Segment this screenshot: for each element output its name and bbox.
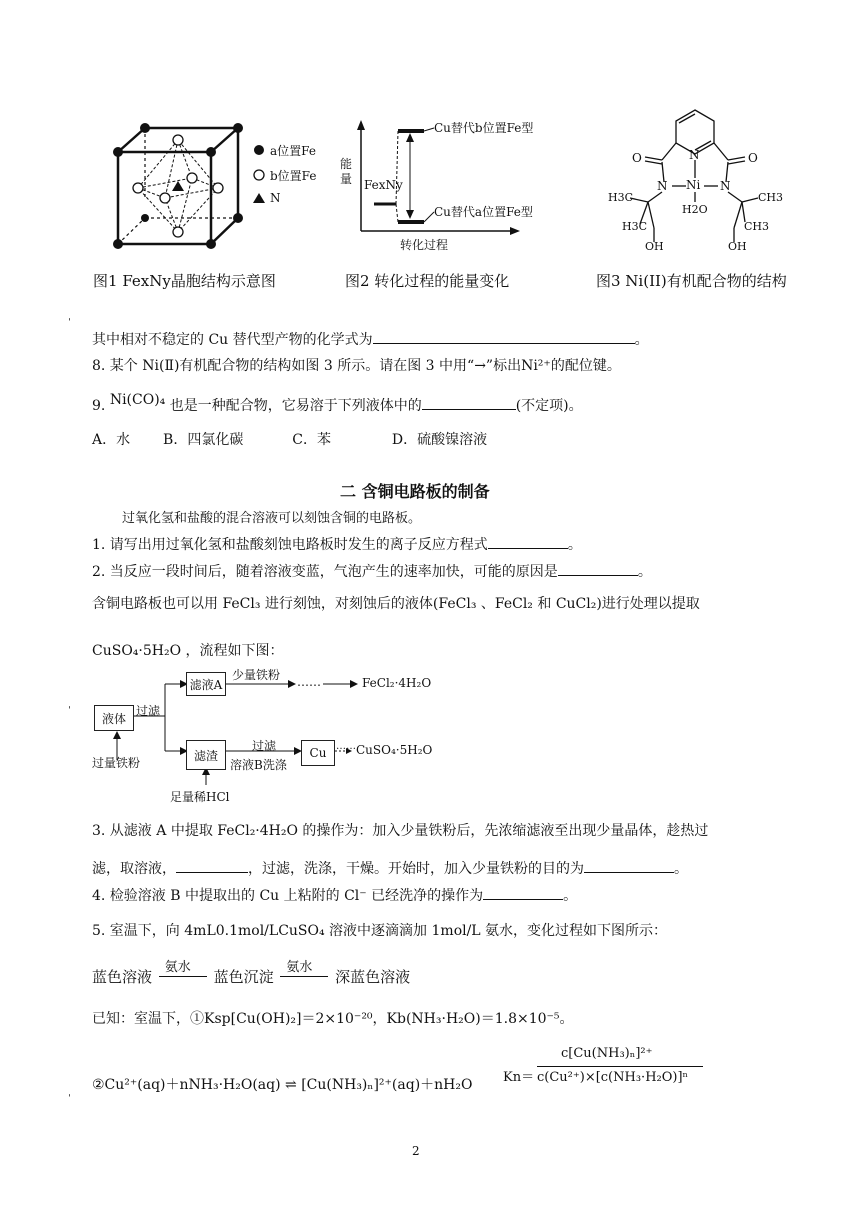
carbonyl-o-left: O bbox=[632, 151, 642, 165]
unstable-product-question: 其中相对不稳定的 Cu 替代型产物的化学式为 。 bbox=[92, 329, 649, 349]
excess-iron-label: 过量铁粉 bbox=[92, 756, 141, 770]
hydroxyl-left: OH bbox=[645, 240, 664, 253]
fecl2-product: FeCl₂·4H₂O bbox=[362, 676, 432, 690]
cuso4-product: CuSO₄·5H₂O bbox=[356, 743, 433, 757]
option-b[interactable]: B．四氯化碳 bbox=[163, 432, 244, 448]
filter-label: 过滤 bbox=[136, 704, 161, 718]
option-a[interactable]: A．水 bbox=[92, 432, 131, 448]
question-8: 8. 某个 Ni(Ⅱ)有机配合物的结构如图 3 所示。请在图 3 中用“→”标出Ni²⁺的配位键。 bbox=[92, 358, 621, 374]
little-iron-label: 少量铁粉 bbox=[232, 668, 281, 682]
filter-label-2: 过滤 bbox=[252, 739, 277, 753]
copper-box: Cu bbox=[301, 740, 335, 766]
methyl-left-top: H3C bbox=[608, 191, 634, 204]
margin-mark: ˈ bbox=[68, 706, 71, 717]
question-1: 1. 请写出用过氧化氢和盐酸刻蚀电路板时发生的离子反应方程式 。 bbox=[92, 534, 582, 554]
question-9: 9. Ni(CO)₄ 也是一种配合物，它易溶于下列液体中的 (不定项)。 bbox=[92, 392, 583, 414]
legend-b-label: b位置Fe bbox=[270, 169, 317, 183]
methyl-right-bottom: CH3 bbox=[744, 220, 770, 233]
hydroxyl-right: OH bbox=[728, 240, 747, 253]
water-ligand: H2O bbox=[682, 203, 708, 216]
ellipsis-2: …… bbox=[336, 741, 356, 752]
ellipsis-1: …… bbox=[297, 675, 321, 689]
amide-n-right: N bbox=[720, 179, 731, 193]
section-2-intro: 过氧化氢和盐酸的混合溶液可以刻蚀含铜的电路板。 bbox=[122, 511, 422, 526]
answer-blank[interactable] bbox=[483, 885, 563, 900]
option-d[interactable]: D．硫酸镍溶液 bbox=[391, 432, 488, 448]
methyl-right-top: CH3 bbox=[758, 191, 784, 204]
ammonia-arrow-1: 氨水 bbox=[157, 968, 209, 986]
section-2-title: 二 含铜电路板的制备 bbox=[340, 482, 490, 501]
equilibrium-equation: ②Cu²⁺(aq)＋nNH₃·H₂O(aq) ⇌ [Cu(NH₃)ₙ]²⁺(aq)＋nH₂O bbox=[92, 1077, 473, 1093]
question-3-cont: 滤，取溶液， ，过滤，洗涤，干燥。开始时，加入少量铁粉的目的为 。 bbox=[92, 858, 688, 878]
option-c[interactable]: C．苯 bbox=[292, 432, 331, 448]
answer-blank[interactable] bbox=[176, 858, 248, 873]
etching-paragraph-cont: CuSO₄·5H₂O ，流程如下图： bbox=[92, 643, 284, 659]
page-number: 2 bbox=[412, 1144, 420, 1158]
etching-paragraph: 含铜电路板也可以用 FeCl₃ 进行刻蚀，对刻蚀后的液体(FeCl₃ 、FeCl₂ 和 CuCl₂)进行处理以提取 bbox=[92, 596, 700, 612]
filtrate-a-box: 滤液A bbox=[186, 672, 226, 696]
question-5: 5. 室温下，向 4mL0.1mol/LCuSO₄ 溶液中逐滴滴加 1mol/L 氨水，变化过程如下图所示： bbox=[92, 923, 668, 939]
upper-level-label: Cu替代b位置Fe型 bbox=[434, 121, 534, 135]
question-3: 3. 从滤液 A 中提取 FeCl₂·4H₂O 的操作为：加入少量铁粉后，先浓缩滤液至出现少量晶体，趁热过 bbox=[92, 823, 709, 839]
ni-center: Ni bbox=[686, 178, 701, 192]
margin-mark: ˈ bbox=[68, 1094, 71, 1105]
margin-mark: ˈ bbox=[68, 318, 71, 329]
pyridine-n: N bbox=[689, 148, 700, 162]
legend-n-label: N bbox=[270, 191, 281, 205]
ammonia-arrow-2: 氨水 bbox=[278, 968, 330, 986]
figure1-caption: 图1 FexNy晶胞结构示意图 bbox=[93, 272, 276, 290]
start-state-label: FexNy bbox=[364, 178, 403, 192]
question-2: 2. 当反应一段时间后，随着溶液变蓝，气泡产生的速率加快，可能的原因是 。 bbox=[92, 561, 652, 581]
process-axis-label: 转化过程 bbox=[400, 238, 449, 252]
lower-level-label: Cu替代a位置Fe型 bbox=[434, 205, 533, 219]
reaction-chain: 蓝色溶液 氨水 蓝色沉淀 氨水 深蓝色溶液 bbox=[92, 960, 411, 986]
known-constants: 已知：室温下，①Ksp[Cu(OH)₂]＝2×10⁻²⁰，Kb(NH₃·H₂O)＝1.8×10⁻⁵。 bbox=[92, 1011, 574, 1027]
carbonyl-o-right: O bbox=[748, 151, 758, 165]
methyl-left-bottom: H3C bbox=[622, 220, 648, 233]
residue-box: 滤渣 bbox=[186, 740, 226, 770]
figure2-caption: 图2 转化过程的能量变化 bbox=[345, 272, 510, 290]
answer-blank[interactable] bbox=[584, 858, 674, 873]
energy-axis-label: 能量 bbox=[340, 157, 353, 186]
wash-label: 溶液B洗涤 bbox=[230, 758, 287, 772]
hcl-label: 足量稀HCl bbox=[170, 790, 230, 804]
liquid-box: 液体 bbox=[94, 705, 134, 731]
question-4: 4. 检验溶液 B 中提取出的 Cu 上粘附的 Cl⁻ 已经洗净的操作为 。 bbox=[92, 885, 577, 905]
amide-n-left: N bbox=[657, 179, 668, 193]
figure3-caption: 图3 Ni(II)有机配合物的结构 bbox=[596, 272, 787, 290]
legend-a-label: a位置Fe bbox=[270, 144, 316, 158]
